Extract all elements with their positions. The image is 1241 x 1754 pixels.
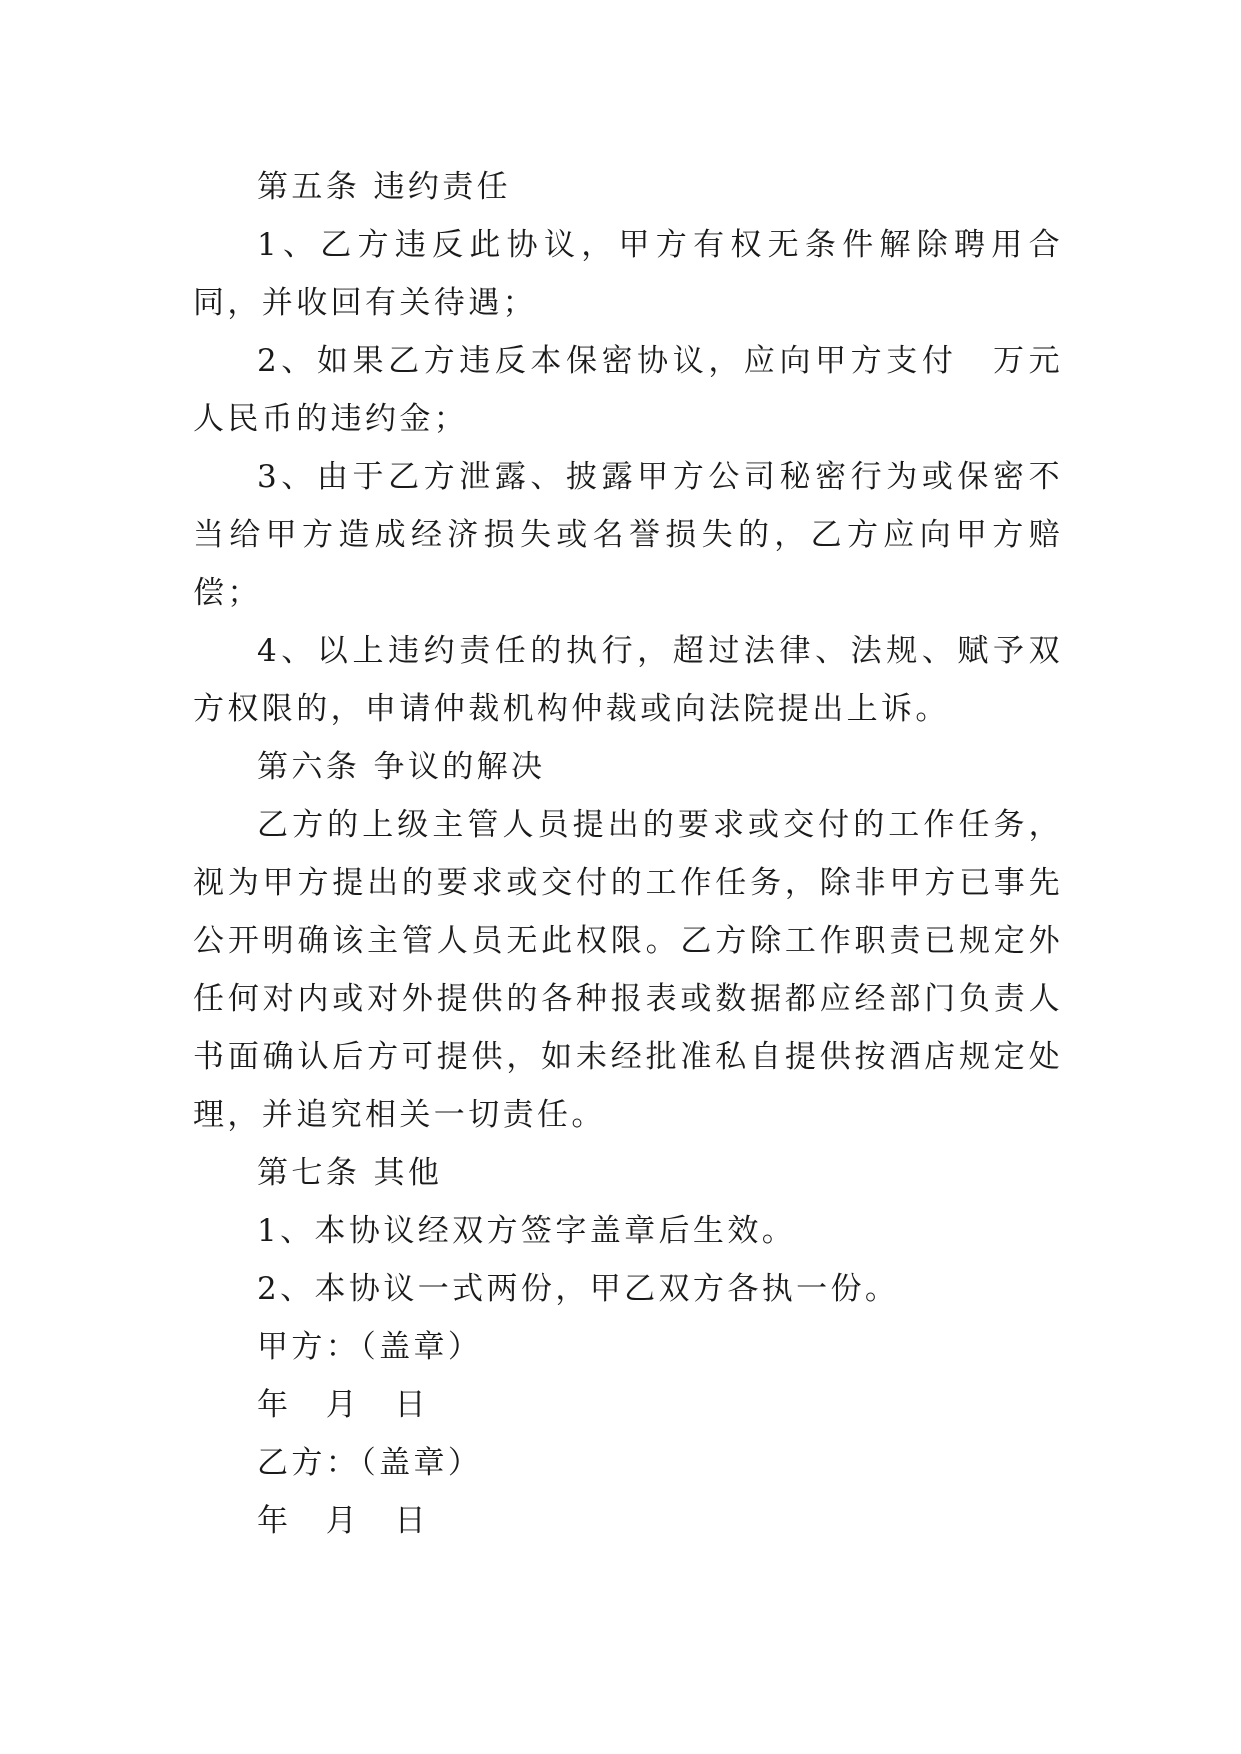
article-5-clause-2: 2、如果乙方违反本保密协议，应向甲方支付 万元人民币的违约金； <box>193 343 1063 437</box>
article-5-heading: 第五条 违约责任 <box>257 169 512 205</box>
party-a-seal-line: 甲方：（盖章） <box>257 1329 483 1365</box>
article-7-clause-2: 2、本协议一式两份，甲乙双方各执一份。 <box>257 1271 900 1307</box>
article-6-body: 乙方的上级主管人员提出的要求或交付的工作任务，视为甲方提出的要求或交付的工作任务，除非甲方已事先公开明确该主管人员无此权限。乙方除工作职责已规定外任何对内或对外提供的各种报表或数据都应经部门负责人书面确认后方可提供，如未经批准私自提供按酒店规定处理，并追究相关一切责任。 <box>193 807 1063 1133</box>
party-b-seal-line: 乙方：（盖章） <box>257 1445 483 1481</box>
article-6-heading: 第六条 争议的解决 <box>257 749 546 785</box>
party-b-date-line: 年 月 日 <box>257 1503 429 1539</box>
article-7-heading: 第七条 其他 <box>257 1155 443 1191</box>
article-5-clause-3: 3、由于乙方泄露、披露甲方公司秘密行为或保密不当给甲方造成经济损失或名誉损失的，乙方应向甲方赔偿； <box>193 459 1063 611</box>
article-5-clause-1: 1、乙方违反此协议，甲方有权无条件解除聘用合同，并收回有关待遇； <box>193 227 1063 321</box>
article-5-clause-4: 4、以上违约责任的执行，超过法律、法规、赋予双方权限的，申请仲裁机构仲裁或向法院提出上诉。 <box>193 633 1063 727</box>
party-a-date-line: 年 月 日 <box>257 1387 429 1423</box>
article-7-clause-1: 1、本协议经双方签字盖章后生效。 <box>257 1213 797 1249</box>
document-body <box>193 158 1063 1550</box>
